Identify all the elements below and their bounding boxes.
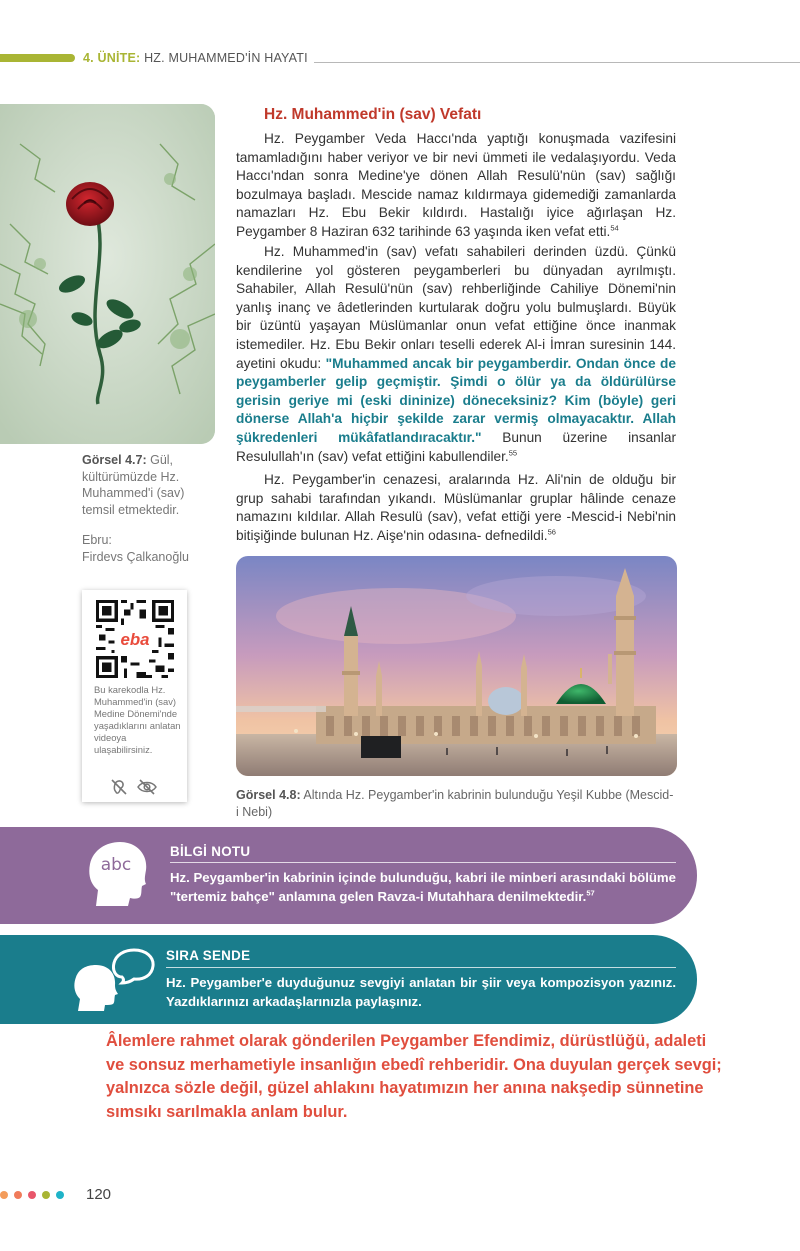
qr-code[interactable] xyxy=(96,600,174,678)
footer-dot xyxy=(28,1191,36,1199)
accessibility-icons xyxy=(110,778,158,796)
visually-impaired-icon xyxy=(136,778,158,796)
page-number: 120 xyxy=(86,1186,112,1203)
footer-dot xyxy=(14,1191,22,1199)
running-header xyxy=(83,51,308,65)
caption-text: Altında Hz. Peygamber'in kabrinin bulunduğu Yeşil Kubbe (Mescid-i Nebi) xyxy=(236,788,674,819)
head-abc-icon xyxy=(86,840,150,910)
caption-text: Gül, kültürümüzde Hz. Muhammed'i (sav) temsil etmektedir. xyxy=(82,453,185,517)
paragraph-2-text-a: Hz. Muhammed'in (sav) vefatı sahabileri derinden üzdü. Çünkü kendilerine yol gösteren peygamberleri bu dünyadan ayrılmıştı. Sahabiler, Allah Resulü'nün (sav) rehberliğinde Cahiliye Dönemi'nin yanlış inanç ve âdetlerinden kurtularak doğru yolu bulmuşlardı. Büyük bir üzüntü yaşayan Müslümanlar onun vefat ettiğine önce inanmak istemediler. Hz. Ebu Bekir onları teselli ederek Al-i İmran suresinin 144. ayetini okudu: xyxy=(236,244,676,371)
footnote-ref-55: 55 xyxy=(508,447,518,457)
caption-label: Görsel 4.8: xyxy=(236,788,301,802)
info-note-rule xyxy=(170,862,676,863)
paragraph-1 xyxy=(236,130,676,242)
paragraph-3 xyxy=(236,471,676,545)
your-turn-title: SIRA SENDE xyxy=(166,948,251,963)
header-accent-bar xyxy=(0,54,75,62)
paragraph-2 xyxy=(236,243,676,466)
rose-ebru-image xyxy=(0,104,215,444)
qr-description: Bu karekodla Hz. Muhammed'in (sav) Medine Dönemi'nde yaşadıklarını anlatan videoya ulaşabilirsiniz. xyxy=(94,684,181,755)
footer-dot xyxy=(42,1191,50,1199)
eba-logo: eba xyxy=(120,629,150,649)
rose-figure-caption xyxy=(82,452,212,518)
hearing-impaired-icon xyxy=(110,778,128,796)
footnote-ref-57: 57 xyxy=(586,888,595,898)
footer-dot xyxy=(56,1191,64,1199)
footer-dot xyxy=(0,1191,8,1199)
closing-statement: Âlemlere rahmet olarak gönderilen Peygamber Efendimiz, dürüstlüğü, adaleti ve sonsuz merhametiyle insanlığın ebedî rehberidir. Ona duyulan gerçek sevgi; yalnızca sözle değil, güzel ahlakını hayatımızın her anına nakşedip sünnetine sımsıkı sarılmakla anlam bulur. xyxy=(106,1032,722,1122)
head-speech-bubble-icon xyxy=(74,947,160,1013)
footer-dots xyxy=(0,1191,64,1199)
credit-label: Ebru: xyxy=(82,533,112,547)
your-turn-text: Hz. Peygamber'e duyduğunuz sevgiyi anlatan bir şiir veya kompozisyon yazınız. Yazdıklarınızı arkadaşlarınızla paylaşınız. xyxy=(166,975,676,1009)
header-rule xyxy=(314,62,800,63)
paragraph-3-text: Hz. Peygamber'in cenazesi, aralarında Hz. Ali'nin de olduğu bir grup sahabi tarafından yıkandı. Müslümanlar gruplar hâlinde cenaze namazını kıldılar. Allah Resulü (sav), vefat ettiği yere -Mescid-i Nebi'nin bitişiğinde bulunan Hz. Aişe'nin odasına- defnedildi. xyxy=(236,472,676,543)
credit-name: Firdevs Çalkanoğlu xyxy=(82,549,189,564)
paragraph-1-text: Hz. Peygamber Veda Haccı'nda yaptığı konuşmada vazifesini tamamladığını haber veriyor ve bir nevi ümmeti ile vedalaşıyordu. Veda Haccı'ndan sonra Medine'ye dönen Allah Resulü'nün (sav) sağlığı bozulmaya başladı. Mescide namaz kıldırmaya gidemediği zamanlarda namazları Hz. Ebu Bekir kıldırdı. Hastalığı iyice ağırlaşan Hz. Peygamber 8 Haziran 632 tarihinde 63 yaşında iken vefat etti. xyxy=(236,131,676,239)
paragraph-2-text-b: Bunun üzerine insanlar Resulullah'ın (sav) vefat ettiğini kabullendiler. xyxy=(236,429,677,464)
qr-code-card[interactable] xyxy=(82,590,187,802)
artist-credit xyxy=(82,532,212,565)
unit-title: HZ. MUHAMMED'İN HAYATI xyxy=(144,51,308,65)
section-title: Hz. Muhammed'in (sav) Vefatı xyxy=(264,106,482,123)
mescid-i-nebi-photo xyxy=(236,556,677,776)
caption-label: Görsel 4.7: xyxy=(82,453,147,467)
your-turn-rule xyxy=(166,967,676,968)
info-note-title: BİLGİ NOTU xyxy=(170,844,251,859)
mosque-figure-caption xyxy=(236,787,676,821)
quran-quote: "Muhammed ancak bir peygamberdir. Ondan önce de peygamberler gelip geçmiştir. Şimdi o ölür ya da öldürülürse gerisin geriye mi (eski dininize) döneceksiniz? Kim (böyle) geri dönerse Allah'a hiçbir şekilde zarar vermiş olmayacaktır. Allah şükredenleri mükâfatlandıracaktır." xyxy=(236,355,676,445)
your-turn-box xyxy=(0,935,697,1024)
footnote-ref-54: 54 xyxy=(610,223,619,233)
abc-letters: abc xyxy=(100,855,132,875)
unit-label: 4. ÜNİTE: xyxy=(83,51,141,65)
info-note-text xyxy=(170,868,676,906)
info-note-box xyxy=(0,827,697,924)
footnote-ref-56: 56 xyxy=(547,527,556,537)
info-note-body: Hz. Peygamber'in kabrinin içinde bulunduğu, kabri ile minberi arasındaki bölüme "tertemiz bahçe" anlamına gelen Ravza-i Mutahhara denilmektedir. xyxy=(170,870,676,904)
